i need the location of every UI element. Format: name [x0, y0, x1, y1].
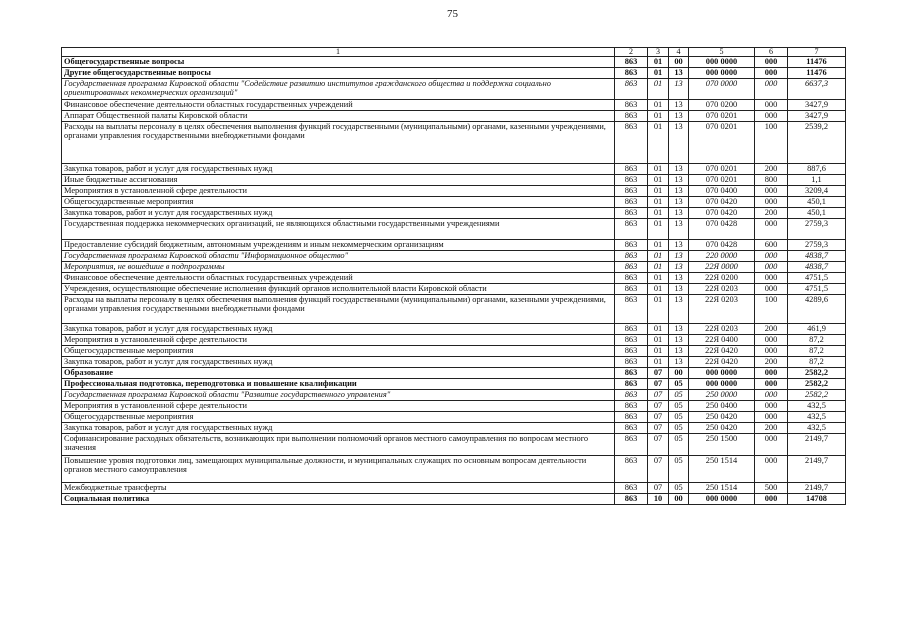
row-amount-cell: 887,6 — [788, 164, 846, 175]
row-target-article-cell: 220 0000 — [689, 251, 755, 262]
row-amount-cell: 2149,7 — [788, 483, 846, 494]
row-ved-cell: 863 — [615, 111, 648, 122]
row-amount-cell: 432,5 — [788, 412, 846, 423]
row-name-cell: Иные бюджетные ассигнования — [62, 175, 615, 186]
table-row — [62, 122, 846, 164]
row-target-article-cell: 250 1514 — [689, 456, 755, 483]
table-row — [62, 456, 846, 483]
row-ved-cell: 863 — [615, 483, 648, 494]
row-name-cell: Другие общегосударственные вопросы — [62, 68, 615, 79]
row-target-article-cell: 000 0000 — [689, 379, 755, 390]
row-section-cell: 01 — [648, 240, 669, 251]
row-target-article-cell: 250 0400 — [689, 401, 755, 412]
row-section-cell: 01 — [648, 186, 669, 197]
row-expense-type-cell: 200 — [755, 208, 788, 219]
row-target-article-cell: 22Я 0203 — [689, 324, 755, 335]
row-amount-cell: 3209,4 — [788, 186, 846, 197]
row-expense-type-cell: 000 — [755, 100, 788, 111]
table-row — [62, 219, 846, 240]
row-target-article-cell: 070 0000 — [689, 79, 755, 100]
row-target-article-cell: 250 0420 — [689, 412, 755, 423]
row-name-cell: Общегосударственные мероприятия — [62, 346, 615, 357]
row-section-cell: 07 — [648, 423, 669, 434]
row-ved-cell: 863 — [615, 197, 648, 208]
row-amount-cell: 1,1 — [788, 175, 846, 186]
table-row — [62, 357, 846, 368]
table-row — [62, 273, 846, 284]
row-amount-cell: 87,2 — [788, 335, 846, 346]
row-subsection-cell: 13 — [669, 219, 689, 240]
table-row — [62, 379, 846, 390]
row-expense-type-cell: 200 — [755, 324, 788, 335]
row-expense-type-cell: 800 — [755, 175, 788, 186]
row-target-article-cell: 22Я 0400 — [689, 335, 755, 346]
row-subsection-cell: 05 — [669, 434, 689, 456]
budget-table — [61, 47, 846, 505]
header-cell-subsection: 4 — [669, 48, 689, 57]
row-expense-type-cell: 000 — [755, 434, 788, 456]
row-ved-cell: 863 — [615, 164, 648, 175]
row-name-cell: Общегосударственные мероприятия — [62, 197, 615, 208]
row-amount-cell: 3427,9 — [788, 111, 846, 122]
row-amount-cell: 432,5 — [788, 423, 846, 434]
row-subsection-cell: 05 — [669, 390, 689, 401]
row-subsection-cell: 13 — [669, 262, 689, 273]
row-expense-type-cell: 200 — [755, 423, 788, 434]
row-target-article-cell: 070 0428 — [689, 219, 755, 240]
row-expense-type-cell: 000 — [755, 284, 788, 295]
row-amount-cell: 4838,7 — [788, 262, 846, 273]
row-ved-cell: 863 — [615, 423, 648, 434]
row-ved-cell: 863 — [615, 295, 648, 324]
table-row — [62, 483, 846, 494]
row-amount-cell: 2539,2 — [788, 122, 846, 164]
row-subsection-cell: 13 — [669, 164, 689, 175]
row-ved-cell: 863 — [615, 357, 648, 368]
row-ved-cell: 863 — [615, 273, 648, 284]
row-section-cell: 01 — [648, 122, 669, 164]
row-ved-cell: 863 — [615, 79, 648, 100]
row-section-cell: 07 — [648, 379, 669, 390]
row-amount-cell: 4838,7 — [788, 251, 846, 262]
row-name-cell: Финансовое обеспечение деятельности областных государственных учреждений — [62, 100, 615, 111]
row-target-article-cell: 000 0000 — [689, 57, 755, 68]
table-row — [62, 164, 846, 175]
row-name-cell: Мероприятия в установленной сфере деятельности — [62, 335, 615, 346]
row-ved-cell: 863 — [615, 412, 648, 423]
row-name-cell: Закупка товаров, работ и услуг для государственных нужд — [62, 357, 615, 368]
row-subsection-cell: 13 — [669, 324, 689, 335]
row-subsection-cell: 13 — [669, 208, 689, 219]
table-row — [62, 494, 846, 505]
table-row — [62, 208, 846, 219]
row-expense-type-cell: 000 — [755, 219, 788, 240]
row-name-cell: Закупка товаров, работ и услуг для государственных нужд — [62, 208, 615, 219]
row-amount-cell: 2582,2 — [788, 368, 846, 379]
row-ved-cell: 863 — [615, 390, 648, 401]
row-target-article-cell: 22Я 0200 — [689, 273, 755, 284]
row-target-article-cell: 22Я 0420 — [689, 357, 755, 368]
row-expense-type-cell: 200 — [755, 164, 788, 175]
row-expense-type-cell: 000 — [755, 68, 788, 79]
row-section-cell: 07 — [648, 390, 669, 401]
row-target-article-cell: 000 0000 — [689, 368, 755, 379]
row-subsection-cell: 13 — [669, 284, 689, 295]
row-section-cell: 07 — [648, 401, 669, 412]
row-name-cell: Расходы на выплаты персоналу в целях обеспечения выполнения функций государственными (муниципальными) органами, казенными учреждениями, органами управления государственными внебюджетными фондами — [62, 295, 615, 324]
row-subsection-cell: 13 — [669, 68, 689, 79]
row-amount-cell: 2582,2 — [788, 379, 846, 390]
table-row — [62, 401, 846, 412]
row-expense-type-cell: 100 — [755, 295, 788, 324]
row-ved-cell: 863 — [615, 456, 648, 483]
row-ved-cell: 863 — [615, 284, 648, 295]
row-section-cell: 01 — [648, 175, 669, 186]
row-ved-cell: 863 — [615, 175, 648, 186]
row-name-cell: Закупка товаров, работ и услуг для государственных нужд — [62, 324, 615, 335]
row-target-article-cell: 22Я 0000 — [689, 262, 755, 273]
row-ved-cell: 863 — [615, 240, 648, 251]
row-target-article-cell: 070 0201 — [689, 111, 755, 122]
row-ved-cell: 863 — [615, 335, 648, 346]
row-name-cell: Повышение уровня подготовки лиц, замещающих муниципальные должности, и муниципальных служащих по основным вопросам деятельности органов местного самоуправления — [62, 456, 615, 483]
row-expense-type-cell: 000 — [755, 390, 788, 401]
row-target-article-cell: 22Я 0203 — [689, 284, 755, 295]
row-name-cell: Расходы на выплаты персоналу в целях обеспечения выполнения функций государственными (муниципальными) органами, казенными учреждениями, органами управления государственными внебюджетными фондами — [62, 122, 615, 164]
row-expense-type-cell: 000 — [755, 186, 788, 197]
page-number: 75 — [447, 8, 458, 20]
row-expense-type-cell: 000 — [755, 401, 788, 412]
row-amount-cell: 4289,6 — [788, 295, 846, 324]
row-target-article-cell: 000 0000 — [689, 68, 755, 79]
row-ved-cell: 863 — [615, 262, 648, 273]
table-row — [62, 335, 846, 346]
row-section-cell: 01 — [648, 295, 669, 324]
row-subsection-cell: 13 — [669, 251, 689, 262]
row-target-article-cell: 070 0400 — [689, 186, 755, 197]
row-target-article-cell: 070 0201 — [689, 175, 755, 186]
row-section-cell: 01 — [648, 324, 669, 335]
row-ved-cell: 863 — [615, 122, 648, 164]
row-name-cell: Финансовое обеспечение деятельности областных государственных учреждений — [62, 273, 615, 284]
row-target-article-cell: 070 0420 — [689, 197, 755, 208]
row-name-cell: Мероприятия в установленной сфере деятельности — [62, 401, 615, 412]
row-name-cell: Межбюджетные трансферты — [62, 483, 615, 494]
row-section-cell: 07 — [648, 483, 669, 494]
row-section-cell: 01 — [648, 262, 669, 273]
row-subsection-cell: 00 — [669, 368, 689, 379]
table-row — [62, 57, 846, 68]
row-amount-cell: 2759,3 — [788, 219, 846, 240]
table-row — [62, 100, 846, 111]
row-target-article-cell: 250 1500 — [689, 434, 755, 456]
row-section-cell: 07 — [648, 412, 669, 423]
row-subsection-cell: 05 — [669, 379, 689, 390]
header-cell-target-article: 5 — [689, 48, 755, 57]
row-subsection-cell: 13 — [669, 295, 689, 324]
table-row — [62, 79, 846, 100]
row-amount-cell: 2149,7 — [788, 434, 846, 456]
row-section-cell: 01 — [648, 357, 669, 368]
row-expense-type-cell: 000 — [755, 197, 788, 208]
row-target-article-cell: 22Я 0203 — [689, 295, 755, 324]
row-ved-cell: 863 — [615, 494, 648, 505]
row-target-article-cell: 070 0420 — [689, 208, 755, 219]
row-name-cell: Мероприятия, не вошедшие в подпрограммы — [62, 262, 615, 273]
row-subsection-cell: 13 — [669, 197, 689, 208]
row-amount-cell: 2582,2 — [788, 390, 846, 401]
row-expense-type-cell: 600 — [755, 240, 788, 251]
row-amount-cell: 432,5 — [788, 401, 846, 412]
row-expense-type-cell: 000 — [755, 335, 788, 346]
row-target-article-cell: 22Я 0420 — [689, 346, 755, 357]
header-cell-section: 3 — [648, 48, 669, 57]
table-row — [62, 175, 846, 186]
table-row — [62, 412, 846, 423]
row-expense-type-cell: 500 — [755, 483, 788, 494]
row-subsection-cell: 13 — [669, 175, 689, 186]
row-name-cell: Образование — [62, 368, 615, 379]
row-name-cell: Государственная программа Кировской области "Развитие государственного управления" — [62, 390, 615, 401]
row-name-cell: Учреждения, осуществляющие обеспечение исполнения функций органов исполнительной власти Кировской области — [62, 284, 615, 295]
row-name-cell: Государственная программа Кировской области "Содействие развитию институтов гражданского общества и поддержка социально ориентированных некоммерческих организаций" — [62, 79, 615, 100]
row-section-cell: 01 — [648, 346, 669, 357]
row-ved-cell: 863 — [615, 324, 648, 335]
row-amount-cell: 4751,5 — [788, 273, 846, 284]
row-target-article-cell: 070 0201 — [689, 122, 755, 164]
row-subsection-cell: 00 — [669, 494, 689, 505]
row-ved-cell: 863 — [615, 401, 648, 412]
row-target-article-cell: 250 1514 — [689, 483, 755, 494]
row-ved-cell: 863 — [615, 186, 648, 197]
row-section-cell: 01 — [648, 273, 669, 284]
row-target-article-cell: 070 0201 — [689, 164, 755, 175]
row-expense-type-cell: 000 — [755, 494, 788, 505]
row-amount-cell: 6637,3 — [788, 79, 846, 100]
table-row — [62, 111, 846, 122]
row-section-cell: 01 — [648, 251, 669, 262]
row-subsection-cell: 13 — [669, 111, 689, 122]
row-ved-cell: 863 — [615, 379, 648, 390]
header-cell-name: 1 — [62, 48, 615, 57]
row-subsection-cell: 13 — [669, 335, 689, 346]
row-expense-type-cell: 100 — [755, 122, 788, 164]
table-row — [62, 68, 846, 79]
row-ved-cell: 863 — [615, 68, 648, 79]
row-expense-type-cell: 200 — [755, 357, 788, 368]
row-expense-type-cell: 000 — [755, 111, 788, 122]
row-subsection-cell: 05 — [669, 412, 689, 423]
row-section-cell: 07 — [648, 434, 669, 456]
row-name-cell: Мероприятия в установленной сфере деятельности — [62, 186, 615, 197]
table-row — [62, 434, 846, 456]
row-section-cell: 01 — [648, 197, 669, 208]
table-row — [62, 390, 846, 401]
row-expense-type-cell: 000 — [755, 346, 788, 357]
row-amount-cell: 2149,7 — [788, 456, 846, 483]
table-row — [62, 284, 846, 295]
row-target-article-cell: 070 0200 — [689, 100, 755, 111]
row-expense-type-cell: 000 — [755, 412, 788, 423]
row-section-cell: 01 — [648, 100, 669, 111]
header-cell-amount: 7 — [788, 48, 846, 57]
row-subsection-cell: 05 — [669, 483, 689, 494]
table-row — [62, 197, 846, 208]
row-expense-type-cell: 000 — [755, 262, 788, 273]
table-row — [62, 368, 846, 379]
row-name-cell: Государственная поддержка некоммерческих организаций, не являющихся областными государственными учреждениями — [62, 219, 615, 240]
table-row — [62, 240, 846, 251]
row-section-cell: 01 — [648, 111, 669, 122]
row-subsection-cell: 05 — [669, 401, 689, 412]
row-subsection-cell: 05 — [669, 456, 689, 483]
row-section-cell: 01 — [648, 57, 669, 68]
row-subsection-cell: 13 — [669, 79, 689, 100]
row-name-cell: Общегосударственные вопросы — [62, 57, 615, 68]
row-name-cell: Аппарат Общественной палаты Кировской области — [62, 111, 615, 122]
row-amount-cell: 2759,3 — [788, 240, 846, 251]
row-ved-cell: 863 — [615, 100, 648, 111]
row-subsection-cell: 13 — [669, 240, 689, 251]
row-name-cell: Социальная политика — [62, 494, 615, 505]
row-ved-cell: 863 — [615, 346, 648, 357]
row-expense-type-cell: 000 — [755, 273, 788, 284]
row-amount-cell: 87,2 — [788, 346, 846, 357]
row-section-cell: 01 — [648, 79, 669, 100]
row-name-cell: Закупка товаров, работ и услуг для государственных нужд — [62, 164, 615, 175]
row-section-cell: 07 — [648, 368, 669, 379]
table-row — [62, 324, 846, 335]
header-cell-expense-type: 6 — [755, 48, 788, 57]
row-target-article-cell: 250 0000 — [689, 390, 755, 401]
row-expense-type-cell: 000 — [755, 251, 788, 262]
row-subsection-cell: 05 — [669, 423, 689, 434]
row-subsection-cell: 13 — [669, 186, 689, 197]
row-ved-cell: 863 — [615, 434, 648, 456]
row-section-cell: 01 — [648, 335, 669, 346]
row-section-cell: 01 — [648, 68, 669, 79]
table-row — [62, 251, 846, 262]
row-name-cell: Закупка товаров, работ и услуг для государственных нужд — [62, 423, 615, 434]
row-subsection-cell: 00 — [669, 57, 689, 68]
row-amount-cell: 11476 — [788, 57, 846, 68]
table-row — [62, 186, 846, 197]
row-ved-cell: 863 — [615, 368, 648, 379]
table-row — [62, 423, 846, 434]
row-subsection-cell: 13 — [669, 100, 689, 111]
table-row — [62, 295, 846, 324]
row-section-cell: 01 — [648, 219, 669, 240]
row-subsection-cell: 13 — [669, 273, 689, 284]
row-ved-cell: 863 — [615, 251, 648, 262]
row-amount-cell: 450,1 — [788, 208, 846, 219]
row-name-cell: Предоставление субсидий бюджетным, автономным учреждениям и иным некоммерческим организациям — [62, 240, 615, 251]
row-amount-cell: 461,9 — [788, 324, 846, 335]
row-ved-cell: 863 — [615, 208, 648, 219]
row-ved-cell: 863 — [615, 219, 648, 240]
row-section-cell: 01 — [648, 208, 669, 219]
row-expense-type-cell: 000 — [755, 379, 788, 390]
row-ved-cell: 863 — [615, 57, 648, 68]
row-target-article-cell: 070 0428 — [689, 240, 755, 251]
table-row — [62, 262, 846, 273]
row-amount-cell: 11476 — [788, 68, 846, 79]
row-amount-cell: 14708 — [788, 494, 846, 505]
row-section-cell: 01 — [648, 284, 669, 295]
row-subsection-cell: 13 — [669, 346, 689, 357]
row-target-article-cell: 250 0420 — [689, 423, 755, 434]
row-expense-type-cell: 000 — [755, 456, 788, 483]
row-name-cell: Государственная программа Кировской области "Информационное общество" — [62, 251, 615, 262]
row-section-cell: 07 — [648, 456, 669, 483]
row-subsection-cell: 13 — [669, 122, 689, 164]
row-amount-cell: 450,1 — [788, 197, 846, 208]
row-section-cell: 10 — [648, 494, 669, 505]
row-name-cell: Общегосударственные мероприятия — [62, 412, 615, 423]
row-name-cell: Софинансирование расходных обязательств, возникающих при выполнении полномочий органов местного самоуправления по вопросам местного значения — [62, 434, 615, 456]
row-expense-type-cell: 000 — [755, 57, 788, 68]
row-section-cell: 01 — [648, 164, 669, 175]
row-subsection-cell: 13 — [669, 357, 689, 368]
row-amount-cell: 3427,9 — [788, 100, 846, 111]
row-name-cell: Профессиональная подготовка, переподготовка и повышение квалификации — [62, 379, 615, 390]
row-amount-cell: 4751,5 — [788, 284, 846, 295]
table-row — [62, 346, 846, 357]
row-amount-cell: 87,2 — [788, 357, 846, 368]
row-expense-type-cell: 000 — [755, 79, 788, 100]
row-expense-type-cell: 000 — [755, 368, 788, 379]
table-header-row — [62, 48, 846, 57]
row-target-article-cell: 000 0000 — [689, 494, 755, 505]
header-cell-ved: 2 — [615, 48, 648, 57]
